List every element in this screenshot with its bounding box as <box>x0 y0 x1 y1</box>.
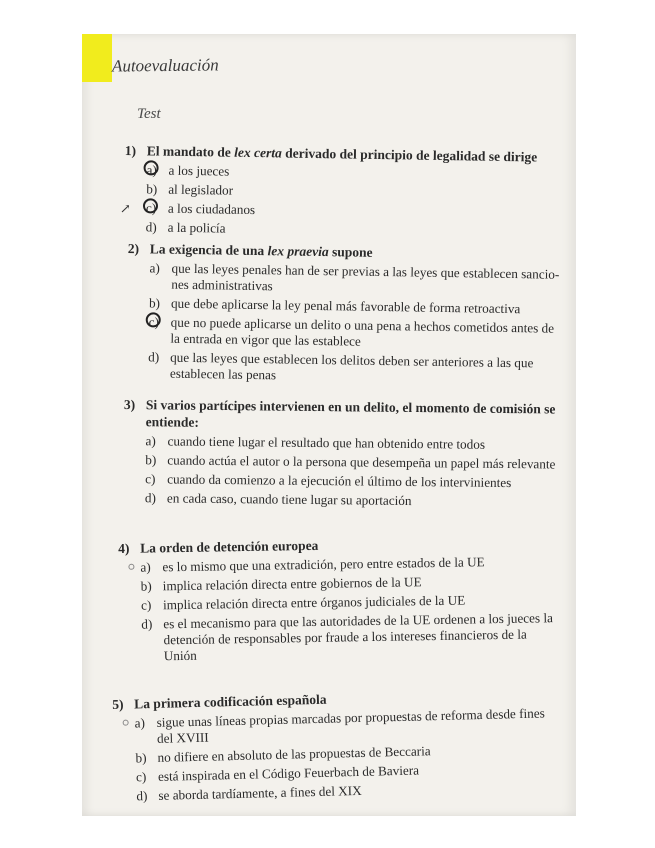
question-title: 2) La exigencia de una lex praevia supone <box>127 240 373 260</box>
question-5 <box>112 685 555 805</box>
question-title: 4) La orden de detención europea <box>118 537 319 556</box>
option-c[interactable]: c) que no puede aplicarse un delito o una pena a hechos cometidos antes de la entrada en vigor que las establece <box>148 314 566 353</box>
option-b[interactable]: b) implica relación directa entre gobiernos de la UE <box>140 574 422 594</box>
option-c[interactable]: c) está inspirada en el Código Feuerbach de Baviera <box>135 762 420 785</box>
option-b[interactable]: b) al legislador <box>146 181 234 198</box>
option-a[interactable]: a) cuando tiene lugar el resultado que han obtenido entre todos <box>145 433 486 452</box>
option-c[interactable]: ↗ c) a los ciudadanos <box>146 200 564 223</box>
question-3 <box>123 396 564 511</box>
option-b[interactable]: b) no difiere en absoluto de las propuestas de Beccaria <box>135 743 431 766</box>
yellow-highlight-mark <box>82 34 112 82</box>
question-1 <box>119 142 565 242</box>
question-title: 1) El mandato de lex certa derivado del principio de legalidad se dirige <box>124 142 538 165</box>
option-b[interactable]: b) que debe aplicarse la ley penal más favorable de forma retroactiva <box>148 295 521 317</box>
section-title: Autoevaluación <box>111 55 219 76</box>
option-a[interactable]: a) sigue unas líneas propias marcadas por propuestas de reforma desde fines del XVIII <box>134 705 553 747</box>
option-c[interactable]: c) cuando da comienzo a la ejecución el último de los intervinientes <box>145 471 512 491</box>
option-c[interactable]: c) implica relación directa entre órganos judiciales de la UE <box>140 592 466 613</box>
option-d[interactable]: d) es el mecanismo para que las autoridades de la UE ordenen a los jueces la detención de responsables por fraude a los intereses financieros de la Unión <box>141 610 554 664</box>
option-a[interactable]: a) es lo mismo que una extradición, pero entre estados de la UE <box>140 553 558 576</box>
option-d[interactable]: d) se aborda tardíamente, a fines del XIX <box>136 782 362 804</box>
question-4 <box>118 533 560 665</box>
option-a[interactable]: a) que las leyes penales han de ser previas a las leyes que establecen sancio-nes administrativas <box>149 260 560 294</box>
option-d[interactable]: d) a la policía <box>145 219 226 236</box>
question-2 <box>126 240 568 388</box>
question-title: 3) Si varios partícipes intervienen en un delito, el momento de comisión se entiende: <box>123 396 556 430</box>
option-b[interactable]: b) cuando actúa el autor o la persona que desempeña un papel más relevante <box>145 452 556 472</box>
arrow-mark-icon: ↗ <box>119 200 131 217</box>
option-a[interactable]: a) a los jueces <box>146 162 564 185</box>
option-d[interactable]: d) que las leyes que establecen los delitos deben ser anteriores a las que establecen las penas <box>148 349 534 383</box>
test-label: Test <box>137 106 161 122</box>
pencil-dot-mark <box>128 564 134 570</box>
question-title: 5) La primera codificación española <box>112 691 327 712</box>
option-d[interactable]: d) en cada caso, cuando tiene lugar su aportación <box>144 490 412 509</box>
pencil-dot-mark <box>123 720 129 726</box>
